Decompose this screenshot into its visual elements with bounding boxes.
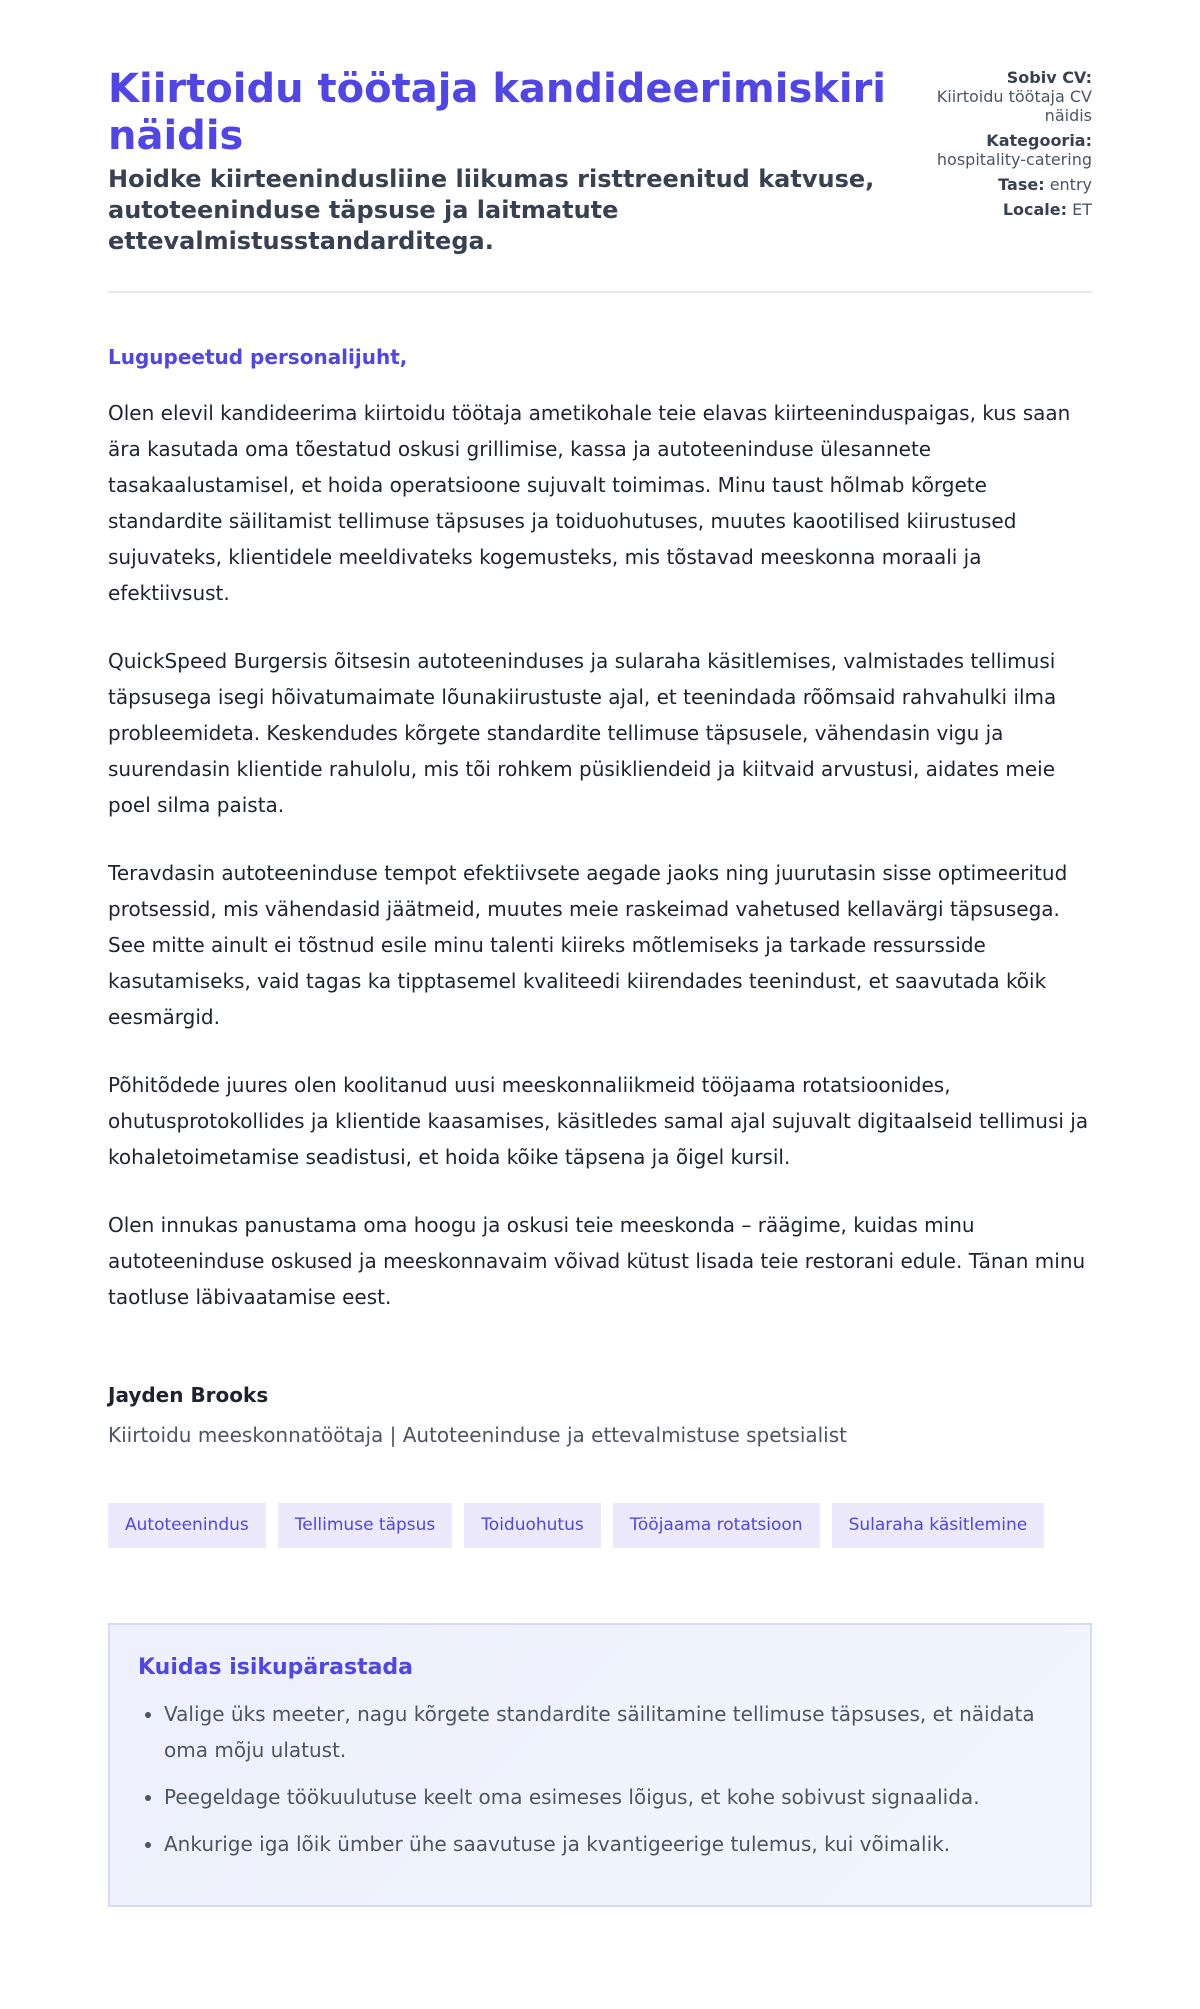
tips-heading: Kuidas isikupärastada: [138, 1655, 414, 1680]
signature-role: Kiirtoidu meeskonnatöötaja | Autoteeninduse ja ettevalmistuse spetsialist: [108, 1423, 848, 1447]
tip-item: • Ankurige iga lõik ümber ühe saavutuse ja kvantigeerige tulemus, kui võimalik.: [164, 1826, 1062, 1862]
skill-tags: [108, 1503, 1092, 1548]
greeting: Lugupeetud personalijuht,: [108, 345, 408, 369]
tips-box: [108, 1623, 1092, 1907]
page-title: Kiirtoidu töötaja kandideerimiskiri näidis: [108, 66, 887, 159]
tip-item: • Peegeldage töökuulutuse keelt oma esimeses lõigus, et kohe sobivust signaalida.: [164, 1779, 1062, 1815]
locale-value: ET: [1072, 200, 1092, 219]
meta-panel: [912, 68, 1092, 257]
paragraph: Teravdasin autoteeninduse tempot efektiivsete aegade jaoks ning juurutasin sisse optimeeritud protsessid, mis vähendasid jäätmeid, muutes meie raskeimad vahetused kellavärgi täpsusega. See mitte ainult ei tõstnud esile minu talenti kiireks mõtlemiseks ja tarkade ressursside kasutamiseks, vaid tagas ka tipptasemel kvaliteedi kiirendades teenindust, et saavutada kõik eesmärgid.: [108, 861, 1068, 1029]
skill-tag: Sularaha käsitlemine: [832, 1503, 1045, 1548]
signature-name: Jayden Brooks: [108, 1383, 269, 1407]
paragraph: Olen innukas panustama oma hoogu ja oskusi teie meeskonda – räägime, kuidas minu autoteeninduse oskused ja meeskonnavaim võivad kütust lisada teie restorani edule. Tänan minu taotluse läbivaatamise eest.: [108, 1213, 1086, 1309]
level-value: entry: [1049, 175, 1092, 194]
tip-item: • Valige üks meeter, nagu kõrgete standardite säilitamine tellimuse täpsuses, et näidata oma mõju ulatust.: [164, 1696, 1062, 1768]
category-value: hospitality-catering: [936, 150, 1092, 169]
skill-tag: Autoteenindus: [108, 1503, 266, 1548]
skill-tag: Tööjaama rotatsioon: [613, 1503, 820, 1548]
tips-list: [138, 1696, 1062, 1862]
paragraph: QuickSpeed Burgersis õitsesin autoteeninduses ja sularaha käsitlemises, valmistades tellimusi täpsusega isegi hõivatumaimate lõunakiirustuste ajal, et teenindada rõõmsaid rahvahulki ilma probleemideta. Keskendudes kõrgete standardite tellimuse täpsusele, vähendasin vigu ja suurendasin klientide rahulolu, mis tõi rohkem püsikliendeid ja kiitvaid arvustusi, aidates meie poel silma paista.: [108, 649, 1057, 817]
paragraph: Olen elevil kandideerima kiirtoidu töötaja ametikohale teie elavas kiirteeninduspaigas, kus saan ära kasutada oma tõestatud oskusi grillimise, kassa ja autoteeninduse ülesannete tasakaalustamisel, et hoida operatsioone sujuvalt toimimas. Minu taust hõlmab kõrgete standardite säilitamist tellimuse täpsuses ja toiduohutuses, muutes kaootilised kiirustused sujuvateks, klientidele meeldivateks kogemusteks, mis tõstavad meeskonna moraali ja efektiivsust.: [108, 401, 1071, 605]
cover-letter: [108, 0, 1092, 1907]
category-label: Kategooria:: [986, 131, 1092, 150]
cv-label: Sobiv CV:: [1006, 68, 1092, 87]
locale-label: Locale:: [1002, 200, 1068, 219]
paragraph: Põhitõdede juures olen koolitanud uusi meeskonnaliikmeid tööjaama rotatsioonides, ohutusprotokollides ja klientide kaasamises, käsitledes samal ajal sujuvalt digitaalseid tellimusi ja kohaletoimetamise seadistusi, et hoida kõike täpsena ja õigel kursil.: [108, 1073, 1089, 1169]
header: [108, 0, 1092, 293]
page-subtitle: Hoidke kiirteenindusliine liikumas risttreenitud katvuse, autoteeninduse täpsuse ja laitmatute ettevalmistusstandarditega.: [108, 165, 875, 255]
level-label: Tase:: [998, 175, 1045, 194]
cv-value: Kiirtoidu töötaja CV näidis: [936, 87, 1092, 125]
skill-tag: Toiduohutus: [464, 1503, 600, 1548]
skill-tag: Tellimuse täpsus: [278, 1503, 453, 1548]
